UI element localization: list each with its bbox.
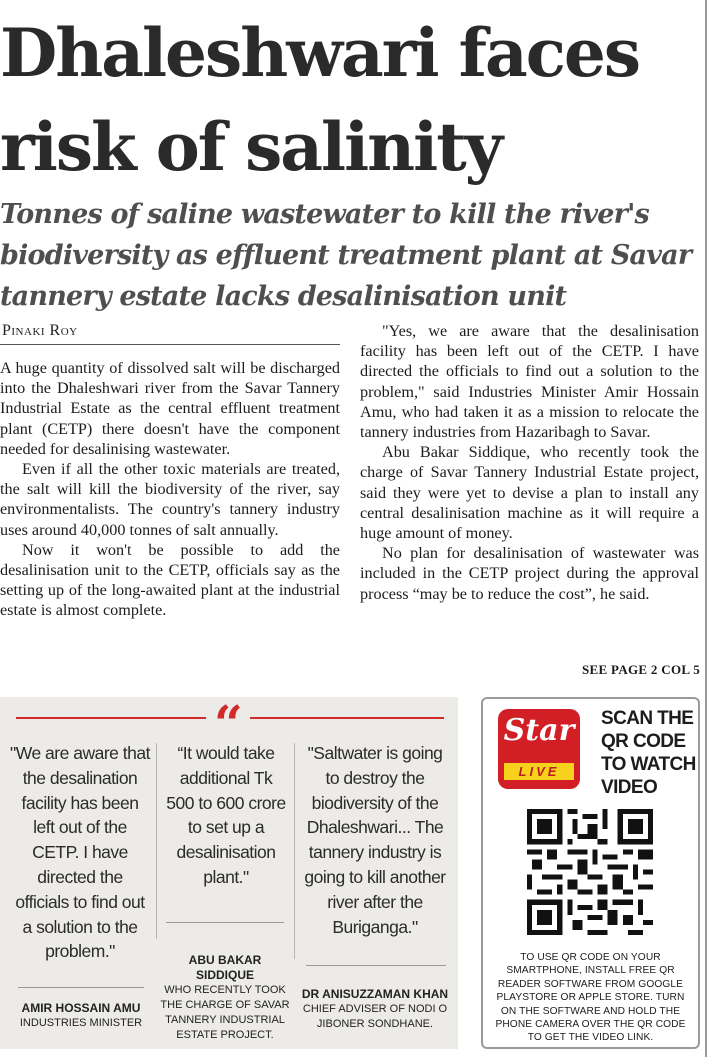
paragraph: Even if all the other toxic materials are treated, the salt will kill the biodiversity of the river, say environmentalists. The country's tannery industry uses around 40,000 tonnes of salt annually. xyxy=(0,460,340,539)
attribution-title: WHO RECENTLY TOOK THE CHARGE OF SAVAR TANNERY INDUSTRIAL ESTATE PROJECT. xyxy=(160,984,290,1041)
page-edge-rule xyxy=(705,0,707,1057)
paragraph: Abu Bakar Siddique, who recently took the charge of Savar Tannery Industrial Estate project, said they were yet to devise a plan to install any central desalinisation machine as it will require a huge amount of money. xyxy=(360,443,699,543)
article-column-1 xyxy=(0,358,340,621)
logo-live-text: LIVE xyxy=(504,763,574,780)
attribution-rule xyxy=(18,987,144,988)
headline: Dhaleshwari faces risk of salinity xyxy=(0,14,640,186)
quote-text: "Saltwater is going to destroy the biodiversity of the Dhaleshwari... The tannery industry is going to kill another river after the Buriganga." xyxy=(304,743,446,937)
paragraph: Now it won't be possible to add the desalinisation unit to the CETP, officials say as the setting up of the long-awaited plant at the industrial estate is almost complete. xyxy=(0,540,340,620)
quote-header-line-left xyxy=(16,717,206,719)
quote-divider xyxy=(156,743,157,939)
attribution-name: ABU BAKAR SIDDIQUE xyxy=(188,953,262,982)
attribution-title: CHIEF ADVISER OF NODI O JIBONER SONDHANE. xyxy=(302,1003,448,1030)
quote-divider xyxy=(294,743,295,959)
byline-rule xyxy=(0,344,340,345)
paragraph: A huge quantity of dissolved salt will be discharged into the Dhaleshwari river from the Savar Tannery Industrial Estate as the central effluent treatment plant (CETP) there doesn't have the component needed for desalinising wastewater. xyxy=(0,359,340,458)
qr-instructions: TO USE QR CODE ON YOUR SMARTPHONE, INSTALL FREE QR READER SOFTWARE FROM GOOGLE PLAYSTORE OR APPLE STORE. TURN ON THE SOFTWARE AND HOLD THE PHONE CAMERA OVER THE QR CODE TO GET THE VIDEO LINK. xyxy=(495,952,686,1044)
attribution-name: AMIR HOSSAIN AMU xyxy=(21,1001,141,1015)
quote-text: “It would take additional Tk 500 to 600 crore to set up a desalinisation plant." xyxy=(166,743,286,887)
paragraph: No plan for desalinisation of wastewater was included in the CETP project during the approval process “may be to reduce the cost”, he said. xyxy=(360,544,699,603)
quote-attribution xyxy=(160,953,290,1043)
deck-subheadline: Tonnes of saline wastewater to kill the river's biodiversity as effluent treatment plant at Savar tannery estate lacks desalinisation unit xyxy=(0,199,692,312)
quote-header-line-right xyxy=(250,717,444,719)
article-column-2 xyxy=(360,321,699,604)
attribution-rule xyxy=(306,965,446,966)
quote-mark-icon: “ xyxy=(214,694,243,753)
scan-heading: SCAN THE QR CODE TO WATCH VIDEO xyxy=(601,708,696,798)
attribution-title: INDUSTRIES MINISTER xyxy=(19,1017,143,1029)
byline: Pinaki Roy xyxy=(2,322,78,339)
star-live-logo xyxy=(498,709,580,789)
logo-star-text: Star xyxy=(503,713,575,748)
quote-panel xyxy=(0,694,458,1049)
quote-text: "We are aware that the desalination facility has been left out of the CETP. I have directed the officials to find out a solution to the problem." xyxy=(10,743,150,962)
quote-attribution xyxy=(300,987,450,1032)
qr-video-panel xyxy=(481,697,700,1049)
attribution-rule xyxy=(166,922,284,923)
quote-attribution xyxy=(12,1001,150,1031)
paragraph: "Yes, we are aware that the desalinisation facility has been left out of the CETP. I have directed the officials to find out a solution to the problem," said Industries Minister Amir Hossain Amu, who had taken it as a mission to relocate the tannery industries from Hazaribagh to Savar. xyxy=(360,322,699,442)
see-page-jump: SEE PAGE 2 COL 5 xyxy=(582,662,700,677)
qr-code-icon[interactable] xyxy=(527,809,653,935)
attribution-name: DR ANISUZZAMAN KHAN xyxy=(301,987,449,1001)
